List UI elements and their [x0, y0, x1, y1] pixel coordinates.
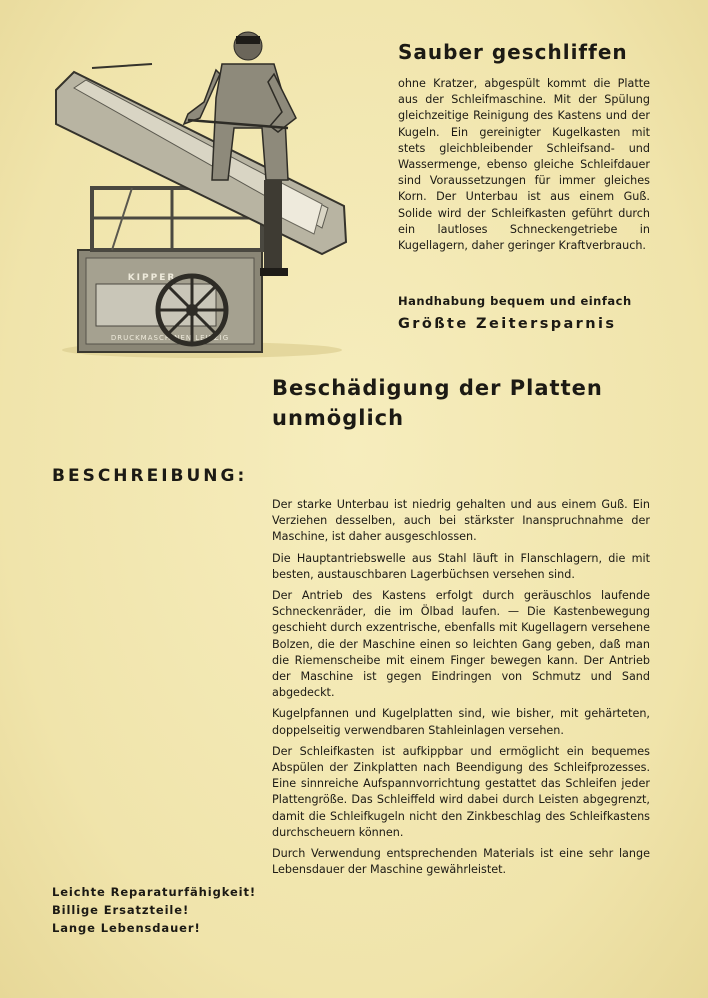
slogan-list: [52, 883, 312, 937]
description-paragraph: Der Antrieb des Kastens erfolgt durch geräuschlos laufende Schneckenräder, die im Ölbad laufen. — Die Kastenbewegung geschieht durch exzentrische, ebenfalls mit Kugellagern versehene Bolzen, die der Maschine einen so leichten Gang geben, daß man die Riemenscheibe mit einem Finger bewegen kann. Der Antrieb der Maschine ist gegen Eindringen von Schmutz und Sand abgedeckt.: [272, 589, 650, 700]
damage-heading: [272, 373, 672, 433]
description-body: [272, 497, 650, 883]
description-paragraph: Kugelpfannen und Kugelplatten sind, wie bisher, mit gehärteten, doppelseitig verwendbaren Stahleinlagen versehen.: [272, 707, 650, 737]
description-paragraph: Durch Verwendung entsprechenden Materials ist eine sehr lange Lebensdauer der Maschine gewährleistet.: [272, 847, 650, 877]
zeitersparnis-line: Größte Zeitersparnis: [398, 316, 617, 332]
slogan-item: Billige Ersatzteile!: [52, 903, 190, 917]
heading-sauber-geschliffen: Sauber geschliffen: [398, 40, 628, 64]
description-paragraph: Die Hauptantriebswelle aus Stahl läuft in Flanschlagern, die mit besten, austauschbaren Lagerbüchsen versehen sind.: [272, 551, 650, 581]
damage-heading-line-2: unmöglich: [272, 406, 405, 430]
machine-plate-bottom: DRUCKMASCHINEN LEIPZIG: [110, 334, 230, 342]
damage-heading-line-1: Beschädigung der Platten: [272, 376, 603, 400]
slogan-item: Leichte Reparaturfähigkeit!: [52, 885, 257, 899]
intro-paragraph: ohne Kratzer, abgespült kommt die Platte aus der Schleifmaschine. Mit der Spülung gleichzeitige Reinigung des Kastens und der Kugeln. Ein gereinigter Kugelkasten mit stets gleichbleibender Schleifsand- und Wassermenge, ebenso gleiche Schleifdauer sind Voraussetzungen für immer gleiches Korn. Der Unterbau ist aus einem Guß. Solide wird der Schleifkasten geführt durch ein lautloses Schneckengetriebe in Kugellagern, daher geringer Kraftverbrauch.: [398, 77, 650, 253]
slogan-item: Lange Lebensdauer!: [52, 921, 201, 935]
grinding-machine-photo: [52, 28, 352, 358]
description-paragraph: Der Schleifkasten ist aufkippbar und ermöglicht ein bequemes Abspülen der Zinkplatten nach Beendigung des Schleifprozesses. Eine sinnreiche Aufspannvorrichtung gestattet das Schleifen jeder Plattengröße. Das Schleiffeld wird dabei durch Leisten abgegrenzt, damit die Schleifkugeln nicht den Zinkbeschlag des Schleifkastens durchscheuern können.: [272, 744, 650, 839]
machine-plate-top: KIPPER: [127, 273, 177, 283]
handhabung-line: Handhabung bequem und einfach: [398, 294, 632, 308]
beschreibung-heading: BESCHREIBUNG:: [52, 466, 248, 486]
description-paragraph: Der starke Unterbau ist niedrig gehalten und aus einem Guß. Ein Verziehen desselben, auch bei stärkster Inanspruchnahme der Maschine, ist daher ausgeschlossen.: [272, 498, 650, 544]
